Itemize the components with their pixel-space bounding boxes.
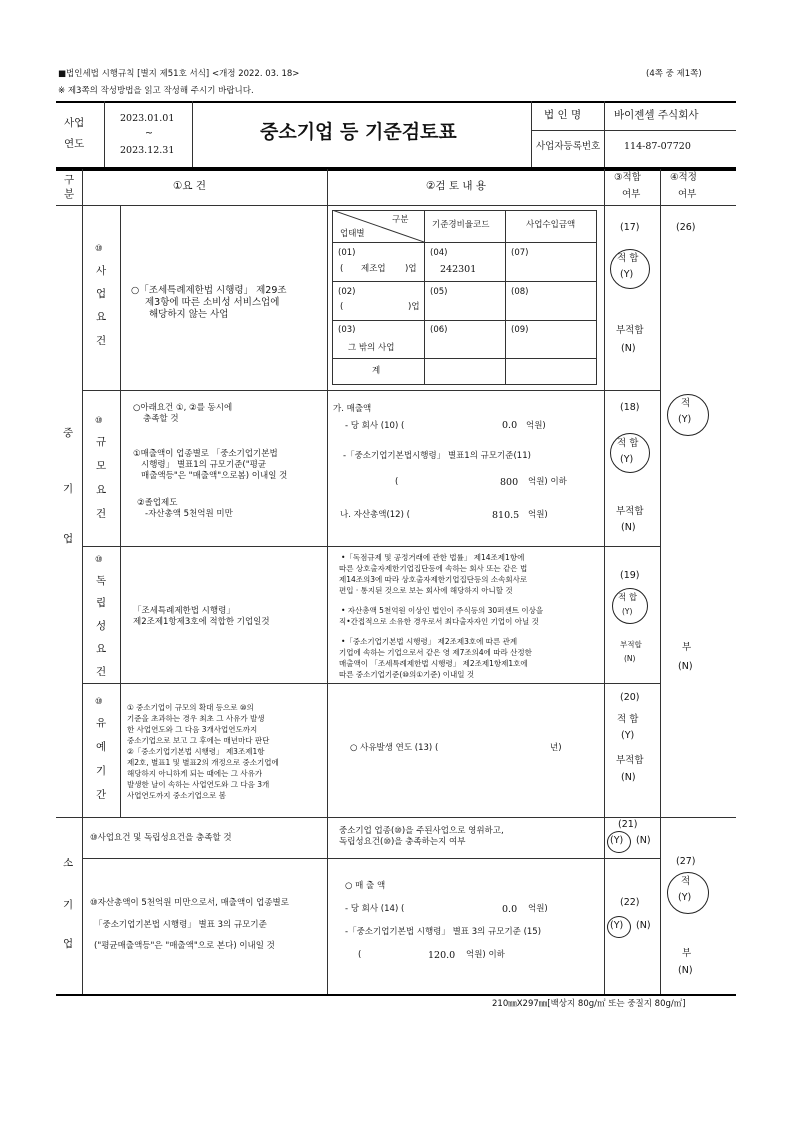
r104-req-1: ① 중소기업이 규모의 확대 등으로 ⑩의 — [127, 703, 254, 712]
r102-sales-value: 0.0 — [502, 420, 518, 431]
r101-label-1: 사 — [96, 265, 107, 277]
cell-04-value: 242301 — [440, 264, 477, 275]
r103-review1-2: 따른 상호출자제한기업집단등에 속하는 회사 또는 같은 법 — [339, 564, 528, 573]
small-a-requirement: ⑩사업요건 및 독립성요건을 충족할 것 — [90, 833, 232, 843]
small-proper: 적 — [681, 876, 691, 887]
r101-fit-n: (N) — [621, 343, 636, 354]
small-a-fit-y: (Y) — [610, 835, 624, 846]
section-main-2: 기 — [63, 483, 74, 495]
r104-req-3: 한 사업연도와 그 다음 3개사업연도까지 — [127, 725, 258, 734]
col-fit3-1: ③적합 — [614, 172, 641, 183]
cell-01-industry: 제조업 — [361, 264, 386, 274]
paper-spec: 210㎜X297㎜[백상지 80g/㎡ 또는 중질지 80g/㎡] — [492, 999, 686, 1009]
cell-07: (07) — [511, 248, 529, 258]
r101-label-0: ⑩ — [95, 244, 103, 254]
r104-req-5: ②「중소기업기본법 시행령」 제3조제1항 — [127, 747, 265, 756]
r102-req1-3: 매출액등"은 "매출액"으로봄) 이내일 것 — [141, 471, 288, 481]
col-category-1: 구 — [64, 174, 75, 186]
r103-label-3: 성 — [96, 620, 107, 632]
r102-req-intro-2: 충족할 것 — [143, 414, 179, 424]
r104-req-9: 사업연도까지 중소기업으로 봄 — [127, 791, 226, 800]
r103-review1-1: •「독점규제 및 공정거래에 관한 법률」 제14조제1항에 — [341, 553, 525, 562]
small-b-req-1: ⑩자산총액이 5천억원 미만으로서, 매출액이 업종별로 — [90, 898, 289, 908]
col-fit4-1: ④적정 — [670, 172, 697, 183]
small-b-standard-unit: 억원) 이하 — [466, 950, 505, 960]
r103-unfit: 부적합 — [620, 640, 642, 649]
small-b-sales-unit: 억원) — [528, 904, 548, 914]
cell-09: (09) — [511, 325, 529, 335]
biz-no-label: 사업자등록번호 — [536, 141, 601, 152]
period-start: 2023.01.01 — [120, 113, 175, 124]
r103-label-1: 독 — [96, 575, 107, 587]
r102-req-intro-1: ○아래요건 ①, ②를 동시에 — [133, 403, 233, 413]
cell-08: (08) — [511, 287, 529, 297]
r103-label-5: 건 — [96, 666, 107, 678]
r104-fit-n: (N) — [621, 772, 636, 783]
r103-req-1: 「조세특례제한법 시행령」 — [133, 606, 235, 616]
r102-label-0: ⑩ — [95, 416, 103, 426]
r104-label-3: 기 — [96, 765, 107, 777]
small-b-sales-value: 0.0 — [502, 904, 518, 915]
form-reference: ■법인세법 시행규칙 [별지 제51호 서식] <개정 2022. 03. 18> — [58, 69, 300, 79]
r101-fit-yes: 적 합 — [617, 253, 639, 264]
r102-req2-2: -자산총액 5천억원 미만 — [145, 509, 233, 519]
r104-label-0: ⑩ — [95, 697, 103, 707]
cell-05: (05) — [430, 287, 448, 297]
r101-label-4: 건 — [96, 335, 107, 347]
col-fit4-2: 여부 — [678, 189, 697, 200]
cell-02-suffix: )업 — [408, 302, 420, 312]
r103-fit-n: (N) — [624, 654, 636, 663]
r104-req-8: 발생한 날이 속하는 사업연도와 그 다음 3개 — [127, 780, 270, 789]
small-a-fit-no: (21) — [618, 819, 638, 830]
section-main-1: 중 — [63, 427, 74, 439]
cell-03-other: 그 밖의 사업 — [348, 343, 395, 353]
r102-fit-yes: 적 합 — [617, 438, 639, 449]
r103-review1-3: 제14조의3에 따라 상호출자제한기업집단등의 소속회사로 — [339, 575, 528, 584]
period-tilde: ~ — [145, 128, 153, 139]
r103-label-4: 요 — [96, 643, 107, 655]
small-b-review-2-label: -「중소기업기본법 시행령」 별표 3의 규모기준 (15) — [345, 927, 542, 937]
period-end: 2023.12.31 — [120, 145, 175, 156]
small-b-fit-y: (Y) — [610, 920, 624, 931]
cell-02: (02) — [338, 287, 356, 297]
section-small-2: 기 — [63, 899, 74, 911]
r101-req-2: 제3항에 따른 소비성 서비스업에 — [145, 297, 280, 308]
r104-fit-yes: 적 합 — [617, 714, 639, 725]
small-a-review-1: 중소기업 업종(⑩)을 주된사업으로 영위하고, — [339, 826, 504, 836]
r102-req1-1: ①매출액이 업종별로 「중소기업기본법 — [133, 449, 278, 459]
r103-proper: 부 — [682, 642, 692, 653]
small-proper-y: (Y) — [678, 892, 692, 903]
r104-req-6: 제2호, 별표1 및 별표2의 개정으로 중소기업에 — [127, 758, 279, 767]
small-proper-no: (27) — [676, 856, 696, 867]
small-b-req-3: ("평균매출액등"은 "매출액"으로 본다) 이내일 것 — [94, 941, 275, 951]
r102-req1-2: 시행령」 별표1의 규모기준("평균 — [141, 460, 267, 470]
page-title: 중소기업 등 기준검토표 — [260, 121, 457, 143]
r102-fit-y: (Y) — [620, 454, 634, 465]
r102-standard-value: 800 — [500, 477, 519, 488]
r103-label-2: 립 — [96, 597, 107, 609]
cell-06: (06) — [430, 325, 448, 335]
corp-name: 바이젠셀 주식회사 — [614, 109, 699, 121]
col-review: ②검 토 내 용 — [426, 180, 486, 192]
r103-review3-2: 기업에 속하는 기업으로서 같은 영 제7조의4에 따라 산정한 — [339, 648, 532, 657]
corp-name-label: 법 인 명 — [544, 109, 582, 121]
r103-review2-1: • 자산총액 5천억원 이상인 법인이 주식등의 30퍼센트 이상을 — [341, 606, 544, 615]
r102-review-a: 가. 매출액 — [333, 404, 372, 414]
r102-label-1: 규 — [96, 436, 107, 448]
r104-label-2: 예 — [96, 741, 107, 753]
r102-unfit: 부적합 — [616, 506, 644, 517]
r103-review1-4: 편입 · 통지된 것으로 보는 회사에 해당하지 아니할 것 — [339, 586, 513, 595]
r101-label-2: 업 — [96, 288, 107, 300]
table-head-industry: 업태별 — [340, 229, 365, 239]
r104-label-4: 간 — [96, 789, 107, 801]
r102-label-2: 모 — [96, 460, 107, 472]
r102-proper-y: (Y) — [678, 414, 692, 425]
r103-review2-2: 직•간접적으로 소유한 경우로서 최다출자자인 기업이 아닐 것 — [339, 617, 539, 626]
r103-fit-yes: 적 합 — [618, 593, 638, 603]
small-proper-n: (N) — [678, 965, 693, 976]
r104-req-2: 기준을 초과하는 경우 최초 그 사유가 발생 — [127, 714, 265, 723]
r103-proper-n: (N) — [678, 661, 693, 672]
col-fit3-2: 여부 — [622, 189, 641, 200]
small-b-fit-no: (22) — [620, 897, 640, 908]
small-b-fit-n: (N) — [636, 920, 651, 931]
table-head-code: 기준경비율코드 — [432, 220, 490, 230]
r102-proper: 적 — [681, 398, 691, 409]
r102-sales-unit: 억원) — [526, 421, 546, 431]
col-category-2: 분 — [64, 188, 75, 200]
r101-proper-no: (26) — [676, 222, 696, 233]
cell-04: (04) — [430, 248, 448, 258]
r102-assets-value: 810.5 — [492, 510, 520, 521]
small-b-standard-value: 120.0 — [428, 950, 456, 961]
r101-req-1: ○「조세특례제한법 시행령」 제29조 — [131, 285, 287, 296]
r102-standard-unit: 억원) 이하 — [528, 477, 567, 487]
year-label-2: 연도 — [64, 138, 85, 150]
cell-01-suffix: )업 — [405, 264, 417, 274]
small-a-review-2: 독립성요건(⑩)을 충족하는지 여부 — [339, 837, 466, 847]
section-small-1: 소 — [63, 857, 74, 869]
r102-label-3: 요 — [96, 484, 107, 496]
r104-req-4: 중소기업으로 보고 그 후에는 매년마다 판단 — [127, 736, 270, 745]
r103-review3-1: •「중소기업기본법 시행령」 제2조제3호에 따른 관계 — [341, 637, 518, 646]
table-head-income: 사업수입금액 — [526, 220, 576, 230]
r102-review-a2-label: -「중소기업기본법시행령」 별표1의 규모기준(11) — [343, 451, 531, 461]
small-b-review-title: ○ 매 출 액 — [345, 881, 386, 891]
table-head-kind: 구분 — [392, 215, 409, 225]
biz-no: 114-87-07720 — [624, 141, 691, 152]
r101-fit-y: (Y) — [620, 269, 634, 280]
r102-label-4: 건 — [96, 508, 107, 520]
r101-label-3: 요 — [96, 311, 107, 323]
cell-total: 계 — [372, 366, 381, 376]
small-proper-neg: 부 — [682, 948, 692, 959]
r102-review-a1-label: - 당 회사 (10) ( — [345, 421, 405, 431]
year-label-1: 사업 — [64, 117, 85, 129]
small-b-review-2-paren: ( — [358, 950, 362, 960]
r103-review3-4: 따른 중소기업기준(⑩의①기준) 이내일 것 — [339, 670, 475, 679]
r102-fit-n: (N) — [621, 522, 636, 533]
section-main-3: 업 — [63, 533, 74, 545]
r104-label-1: 유 — [96, 717, 107, 729]
cell-01-paren: ( — [340, 264, 344, 274]
r102-fit-no: (18) — [620, 402, 640, 413]
r104-req-7: 해당하지 아니하게 되는 때에는 그 사유가 — [127, 769, 263, 778]
r101-unfit: 부적합 — [616, 325, 644, 336]
r102-review-b-label: 나. 자산총액(12) ( — [340, 510, 410, 520]
r104-unfit: 부적합 — [616, 755, 644, 766]
r102-review-a2-paren: ( — [395, 477, 399, 487]
r104-review-label: ○ 사유발생 연도 (13) ( — [350, 743, 439, 753]
r104-review-close: 년) — [550, 743, 562, 753]
page-info: (4쪽 중 제1쪽) — [646, 69, 702, 79]
col-requirement: ①요 건 — [173, 180, 207, 192]
cell-02-paren: ( — [340, 302, 344, 312]
small-a-fit-n: (N) — [636, 835, 651, 846]
r103-req-2: 제2조제1항제3호에 적합한 기업일것 — [133, 617, 270, 627]
r101-fit-no: (17) — [620, 222, 640, 233]
instruction-note: ※ 제3쪽의 작성방법을 읽고 작성해 주시기 바랍니다. — [58, 86, 254, 96]
r104-fit-no: (20) — [620, 692, 640, 703]
cell-03: (03) — [338, 325, 356, 335]
r101-req-3: 해당하지 않는 사업 — [149, 309, 229, 320]
section-small-3: 업 — [63, 938, 74, 950]
r103-fit-y: (Y) — [622, 607, 633, 616]
r102-req2-1: ②졸업제도 — [137, 498, 178, 508]
r103-label-0: ⑩ — [95, 555, 103, 565]
r104-fit-y: (Y) — [621, 730, 635, 741]
small-b-review-1-label: - 당 회사 (14) ( — [345, 904, 405, 914]
r103-fit-no: (19) — [620, 570, 640, 581]
small-b-req-2: 「중소기업기본법 시행령」 별표 3의 규모기준 — [94, 920, 267, 930]
r103-review3-3: 매출액이 「조세특례제한법 시행령」 제2조제1항제1호에 — [339, 659, 528, 668]
r102-assets-unit: 억원) — [528, 510, 548, 520]
cell-01: (01) — [338, 248, 356, 258]
